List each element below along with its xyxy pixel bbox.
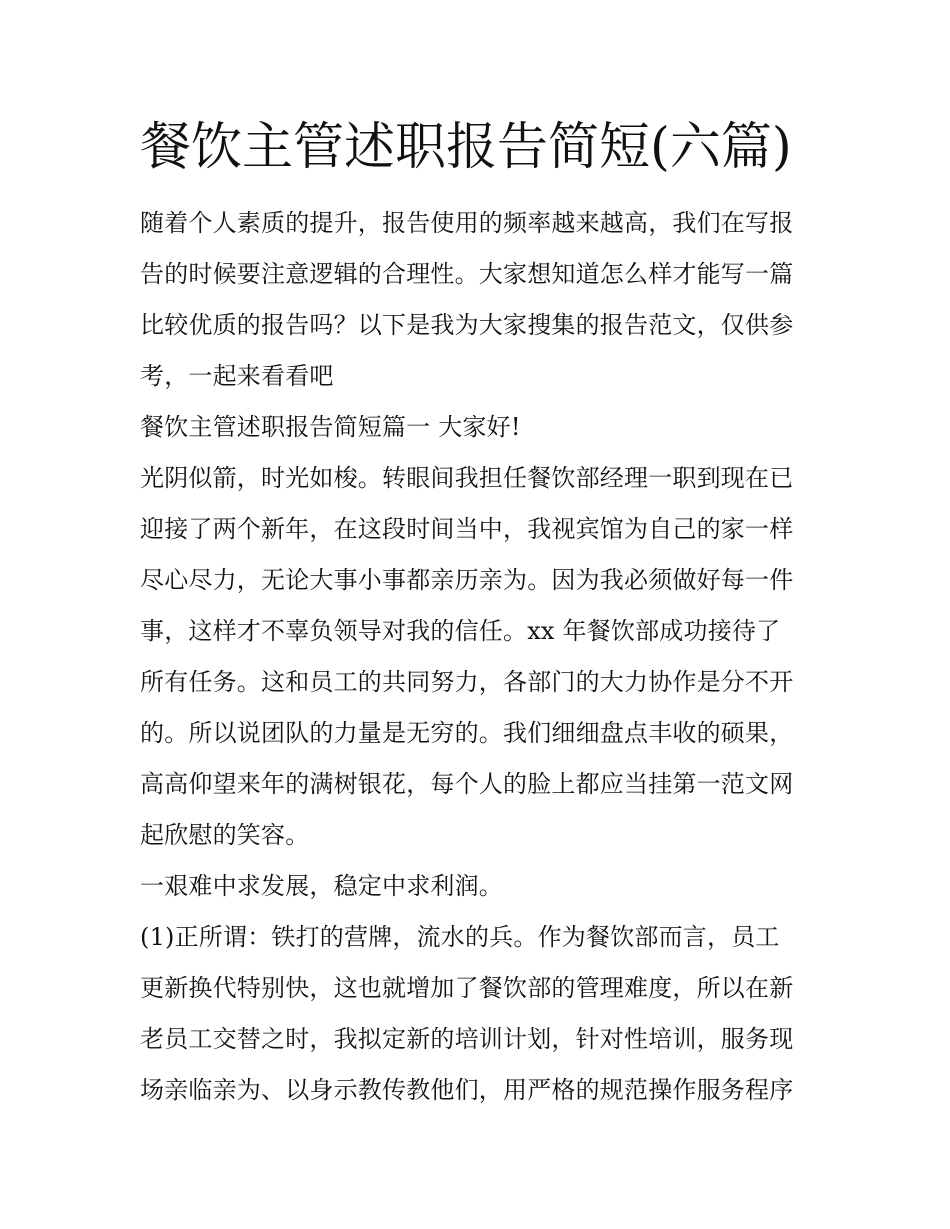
text-line: 场亲临亲为、以身示教传教他们，用严格的规范操作服务程序 bbox=[140, 1076, 794, 1104]
text-line: 随着个人素质的提升，报告使用的频率越来越高，我们在写报 bbox=[140, 209, 794, 237]
section-heading: 餐饮主管述职报告简短篇一 大家好! bbox=[140, 413, 521, 441]
text-line: 起欣慰的笑容。 bbox=[140, 821, 310, 849]
document-page bbox=[140, 108, 820, 1116]
text-line: (1)正所谓：铁打的营牌，流水的兵。作为餐饮部而言，员工 bbox=[140, 923, 780, 951]
text-line: 的。所以说团队的力量是无穷的。我们细细盘点丰收的硕果， bbox=[140, 719, 794, 747]
document-body bbox=[140, 198, 820, 1116]
subheading-line: 一艰难中求发展，稳定中求利润。 bbox=[140, 872, 503, 900]
text-line: 告的时候要注意逻辑的合理性。大家想知道怎么样才能写一篇 bbox=[140, 260, 794, 288]
text-line: 光阴似箭，时光如梭。转眼间我担任餐饮部经理一职到现在已 bbox=[140, 464, 794, 492]
text-line: 老员工交替之时，我拟定新的培训计划，针对性培训，服务现 bbox=[140, 1025, 794, 1053]
text-line: 高高仰望来年的满树银花，每个人的脸上都应当挂第一范文网 bbox=[140, 770, 794, 798]
document-title: 餐饮主管述职报告简短(六篇) bbox=[140, 118, 792, 177]
text-line: 更新换代特别快，这也就增加了餐饮部的管理难度，所以在新 bbox=[140, 974, 794, 1002]
text-line: 比较优质的报告吗？以下是我为大家搜集的报告范文，仅供参 bbox=[140, 311, 794, 339]
text-line: 尽心尽力，无论大事小事都亲历亲为。因为我必须做好每一件 bbox=[140, 566, 794, 594]
text-line: 事，这样才不辜负领导对我的信任。xx 年餐饮部成功接待了 bbox=[140, 617, 781, 645]
text-line: 所有任务。这和员工的共同努力，各部门的大力协作是分不开 bbox=[140, 668, 794, 696]
text-line: 考，一起来看看吧 bbox=[140, 362, 334, 390]
text-line: 迎接了两个新年，在这段时间当中，我视宾馆为自己的家一样 bbox=[140, 515, 794, 543]
